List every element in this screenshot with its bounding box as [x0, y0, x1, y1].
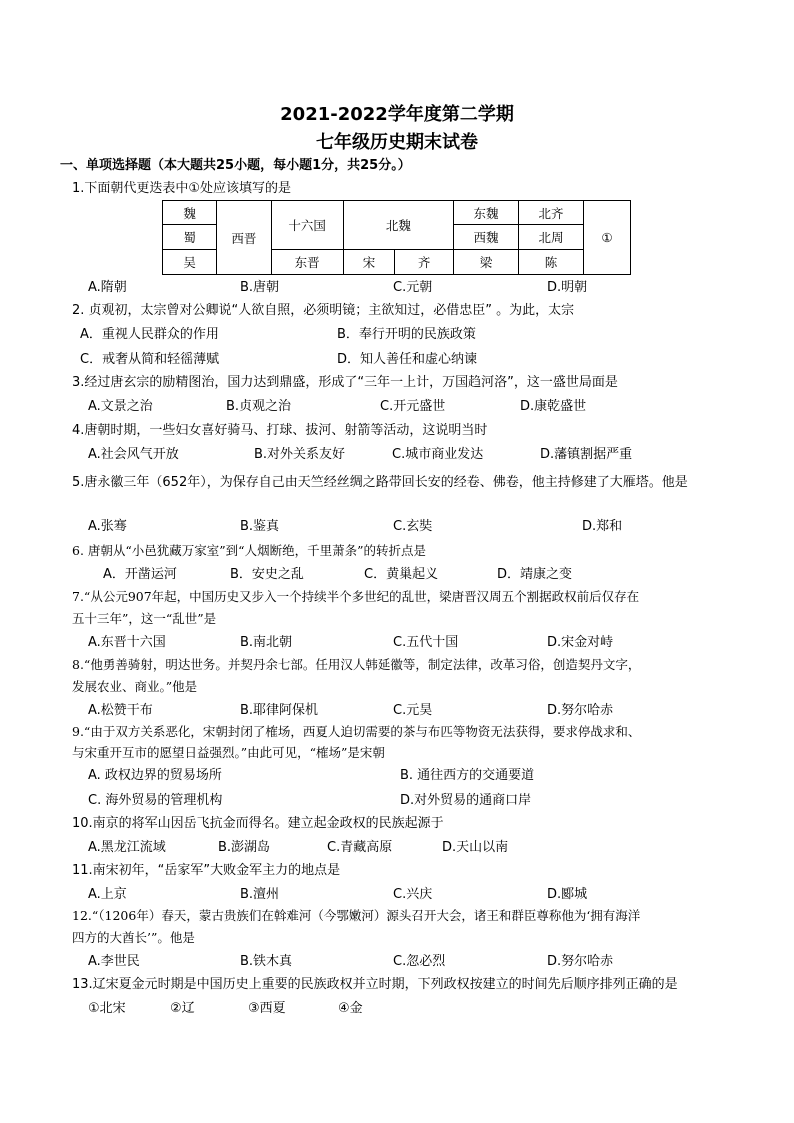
question-10-stem: 10.南京的将军山因岳飞抗金而得名。建立起金政权的民族起源于 [72, 816, 444, 831]
section-heading: 一、单项选择题（本大题共25小题，每小题1分，共25分。） [60, 158, 411, 173]
q13-item-3: ③西夏 [248, 1001, 286, 1016]
q1-option-b: B.唐朝 [240, 280, 280, 295]
table-cell-qi: 齐 [395, 250, 454, 275]
q2-option-b: B．奉行开明的民族政策 [337, 327, 476, 342]
question-1-stem: 1.下面朝代更迭表中①处应该填写的是 [72, 181, 292, 196]
question-8-stem-1: 8.“他勇善骑射，明达世务。并契丹余七部。任用汉人韩延徽等，制定法律，改革习俗，创造契丹文字， [72, 657, 641, 672]
q10-option-b: B.澎湖岛 [218, 840, 271, 855]
q11-option-d: D.郾城 [547, 887, 588, 902]
q8-option-b: B.耶律阿保机 [240, 703, 319, 718]
question-12-stem-1: 12.“（1206年）春天，蒙古贵族们在斡难河（今鄂嫩河）源头召开大会，诸王和群臣尊称他为‘拥有海洋 [72, 908, 641, 923]
q2-option-a: A．重视人民群众的作用 [80, 327, 219, 342]
q6-option-a: A．开凿运河 [103, 567, 177, 582]
q3-option-c: C.开元盛世 [380, 399, 446, 414]
exam-title: 2021-2022学年度第二学期 [280, 104, 514, 125]
question-13-stem: 13.辽宋夏金元时期是中国历史上重要的民族政权并立时期，下列政权按建立的时间先后顺序排列正确的是 [72, 977, 678, 992]
q11-option-c: C.兴庆 [393, 887, 433, 902]
q6-option-d: D．靖康之变 [497, 567, 573, 582]
question-4-stem: 4.唐朝时期，一些妇女喜好骑马、打球、拔河、射箭等活动，这说明当时 [72, 423, 488, 438]
table-cell-beiwei: 北魏 [343, 201, 453, 250]
q13-item-4: ④金 [338, 1001, 363, 1016]
q5-option-a: A.张骞 [88, 519, 127, 534]
question-2-stem: 2. 贞观初，太宗曾对公卿说“人欲自照，必须明镜；主欲知过，必借忠臣” 。为此，太宗 [72, 303, 575, 318]
table-cell-xiwei: 西魏 [453, 225, 518, 250]
q8-option-d: D.努尔哈赤 [547, 703, 614, 718]
q10-option-d: D.天山以南 [442, 840, 509, 855]
table-cell-shu: 蜀 [163, 225, 217, 250]
question-6-stem: 6. 唐朝从“小邑犹藏万家室”到“人烟断绝，千里萧条”的转折点是 [72, 543, 426, 558]
table-cell-xijin: 西晋 [217, 201, 271, 275]
dynasty-table [162, 200, 631, 275]
q1-option-c: C.元朝 [393, 280, 433, 295]
q6-option-b: B．安史之乱 [230, 567, 304, 582]
q11-option-b: B.澶州 [240, 887, 280, 902]
q6-option-c: C．黄巢起义 [364, 567, 439, 582]
q7-option-d: D.宋金对峙 [547, 635, 614, 650]
q9-option-c: C. 海外贸易的管理机构 [88, 793, 223, 808]
q5-option-d: D.郑和 [582, 519, 623, 534]
q4-option-a: A.社会风气开放 [88, 447, 179, 462]
q5-option-c: C.玄奘 [393, 519, 433, 534]
exam-subtitle: 七年级历史期末试卷 [316, 132, 478, 153]
q13-item-2: ②辽 [170, 1001, 195, 1016]
q11-option-a: A.上京 [88, 887, 127, 902]
table-cell-wu: 吴 [163, 250, 217, 275]
q8-option-c: C.元昊 [393, 703, 433, 718]
q8-option-a: A.松赞干布 [88, 703, 153, 718]
q3-option-d: D.康乾盛世 [520, 399, 587, 414]
q4-option-b: B.对外关系友好 [254, 447, 346, 462]
question-11-stem: 11.南宋初年，“岳家军”大败金军主力的地点是 [72, 863, 341, 878]
table-cell-liang: 梁 [453, 250, 518, 275]
table-cell-wei: 魏 [163, 201, 217, 225]
table-cell-beiqi: 北齐 [518, 201, 583, 225]
question-3-stem: 3.经过唐玄宗的励精图治，国力达到鼎盛，形成了“三年一上计，万国趋河洛”，这一盛世局面是 [72, 375, 618, 390]
q12-option-b: B.铁木真 [240, 954, 293, 969]
q4-option-d: D.藩镇割据严重 [540, 447, 633, 462]
q2-option-c: C．戒奢从简和轻徭薄赋 [80, 352, 220, 367]
q3-option-b: B.贞观之治 [226, 399, 292, 414]
q7-option-c: C.五代十国 [393, 635, 459, 650]
q2-option-d: D．知人善任和虚心纳谏 [337, 352, 478, 367]
q9-option-b: B. 通往西方的交通要道 [400, 768, 535, 783]
q3-option-a: A.文景之治 [88, 399, 153, 414]
q12-option-c: C.忽必烈 [393, 954, 446, 969]
q1-option-d: D.明朝 [547, 280, 588, 295]
q5-option-b: B.鉴真 [240, 519, 280, 534]
question-5-stem: 5.唐永徽三年（652年），为保存自己由天竺经丝绸之路带回长安的经卷、佛卷，他主持修建了大雁塔。他是 [72, 475, 688, 490]
table-cell-blank-1: ① [583, 201, 630, 275]
q10-option-a: A.黑龙江流域 [88, 840, 166, 855]
question-9-stem-1: 9.“由于双方关系恶化，宋朝封闭了榷场，西夏人迫切需要的茶与布匹等物资无法获得，要求停战求和、 [72, 724, 641, 739]
table-cell-song: 宋 [343, 250, 395, 275]
q1-option-a: A.隋朝 [88, 280, 127, 295]
q9-option-a: A. 政权边界的贸易场所 [88, 768, 222, 783]
q7-option-a: A.东晋十六国 [88, 635, 166, 650]
q12-option-a: A.李世民 [88, 954, 140, 969]
table-cell-dongwei: 东魏 [453, 201, 518, 225]
q4-option-c: C.城市商业发达 [392, 447, 484, 462]
question-7-stem-2: 五十三年”，这一“乱世”是 [72, 611, 217, 626]
q13-item-1: ①北宋 [88, 1001, 126, 1016]
table-cell-dongjin: 东晋 [271, 250, 343, 275]
q9-option-d: D.对外贸易的通商口岸 [400, 793, 532, 808]
table-cell-chen: 陈 [518, 250, 583, 275]
question-9-stem-2: 与宋重开互市的愿望日益强烈。”由此可见，“榷场”是宋朝 [72, 745, 385, 760]
question-8-stem-2: 发展农业、商业。”他是 [72, 679, 198, 694]
table-cell-beizhou: 北周 [518, 225, 583, 250]
q12-option-d: D.努尔哈赤 [547, 954, 614, 969]
q10-option-c: C.青藏高原 [327, 840, 393, 855]
q7-option-b: B.南北朝 [240, 635, 293, 650]
question-12-stem-2: 四方的大酋长’”。他是 [72, 930, 195, 945]
question-7-stem-1: 7.“从公元907年起，中国历史又步入一个持续半个多世纪的乱世，梁唐晋汉周五个割据政权前后仅存在 [72, 589, 640, 604]
table-cell-shiliuguo: 十六国 [271, 201, 343, 250]
